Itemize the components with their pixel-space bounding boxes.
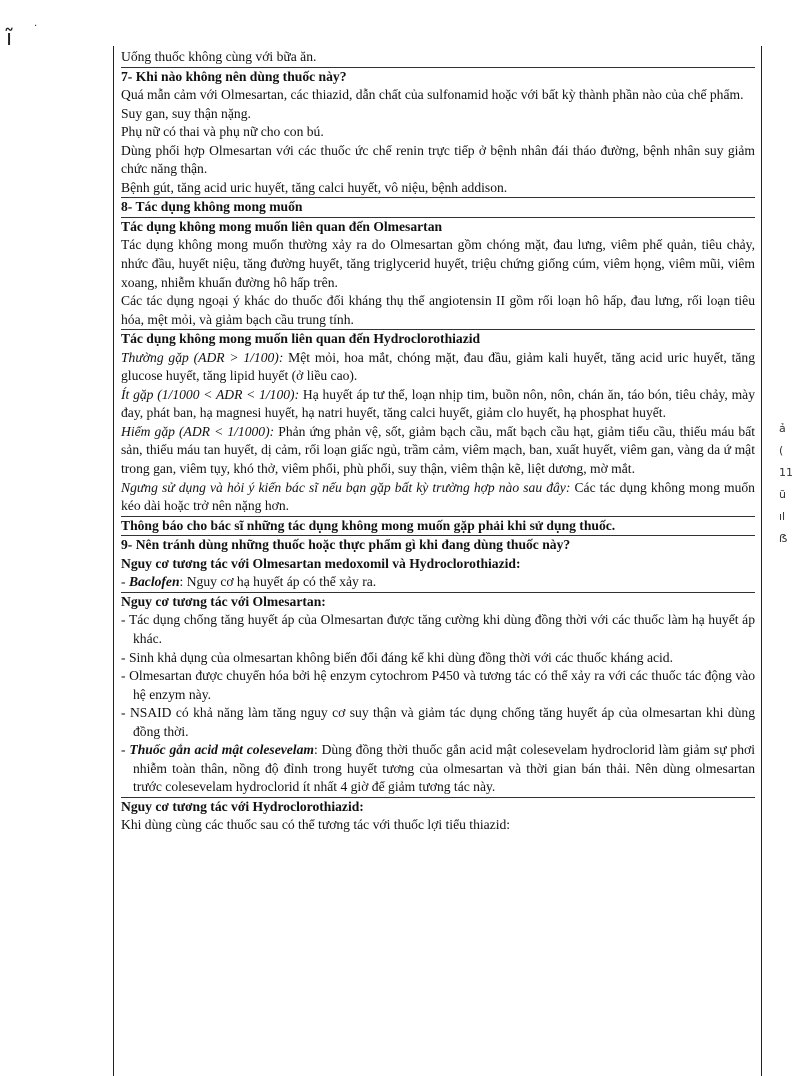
text-span: Mệt mỏi, hoa mắt, chóng mặt, đau đầu, giảm kali huyết, tăng acid uric huyết, tăng glucose huyết, tăng lipid huyết (ở liều cao). xyxy=(121,349,756,384)
bullet: - xyxy=(121,742,126,758)
drug-name: Thuốc gắn acid mật colesevelam xyxy=(129,742,314,758)
text-line: Suy gan, suy thận nặng. xyxy=(121,105,251,121)
stamp-char: ıl xyxy=(779,510,786,523)
subheading-thiazid-interactions: Nguy cơ tương tác với Hydroclorothiazid: xyxy=(121,798,364,814)
text-span: Olmesartan được chuyển hóa bởi hệ enzym cytochrom P450 và tương tác có thể xảy ra với các thuốc tác động vào hệ enzym này. xyxy=(129,668,755,702)
list-item xyxy=(121,649,755,668)
subheading-hydroclorothiazid: Tác dụng không mong muốn liên quan đến Hydroclorothiazid xyxy=(121,331,481,347)
list-item xyxy=(121,704,755,741)
text-line: Dùng phối hợp Olmesartan với các thuốc ức chế renin trực tiếp ở bệnh nhân đái tháo đường, bệnh nhân suy giảm chức năng thận. xyxy=(121,142,755,177)
text-span: Các tác dụng không mong muốn kéo dài hoặc trở nên nặng hơn. xyxy=(121,479,755,514)
frequency-label: Ít gặp (1/1000 < ADR < 1/100): xyxy=(121,386,300,402)
section-heading-7: 7- Khi nào không nên dùng thuốc này? xyxy=(121,68,347,84)
subheading-combined-interactions: Nguy cơ tương tác với Olmesartan medoxomil và Hydroclorothiazid: xyxy=(121,555,521,571)
bullet: - xyxy=(121,649,126,665)
side-stamp xyxy=(779,418,797,550)
text-line: Bệnh gút, tăng acid uric huyết, tăng calci huyết, vô niệu, bệnh addison. xyxy=(121,179,508,195)
text-span: Sinh khả dụng của olmesartan không biến đổi đáng kể khi dùng đồng thời với các thuốc kháng acid. xyxy=(128,649,673,665)
subheading-olmesartan-interactions: Nguy cơ tương tác với Olmesartan: xyxy=(121,593,326,609)
text-span: Tác dụng chống tăng huyết áp của Olmesartan được tăng cường khi dùng đồng thời với các thuốc làm hạ huyết áp khác. xyxy=(128,612,755,646)
drug-name: Baclofen xyxy=(128,574,180,590)
section-heading-8: 8- Tác dụng không mong muốn xyxy=(121,199,303,215)
bullet: - xyxy=(121,612,126,628)
text-line: Uống thuốc không cùng với bữa ăn. xyxy=(121,49,317,64)
text-line xyxy=(121,386,755,423)
text-span: : Dùng đồng thời thuốc gắn acid mật colesevelam hydroclorid làm giảm sự phơi nhiễm toàn thân, nồng độ đỉnh trong huyết tương của olmesartan và thời gian bán thải. Nên dùng olmesartan trước colesevelam hydroclorid ít nhất 4 giờ để giảm tương tác này. xyxy=(133,742,755,795)
stamp-char: 11 xyxy=(779,466,793,479)
list-item xyxy=(121,573,755,592)
text-line: Tác dụng không mong muốn thường xảy ra do Olmesartan gồm chóng mặt, đau lưng, viêm phế quản, tiêu chảy, nhức đầu, huyết niệu, tăng đường huyết, tăng triglycerid huyết, triệu chứng giống cúm, viêm họng, viêm mũi, viêm xoang, nhiễm khuẩn đường hô hấp trên. xyxy=(121,237,755,290)
text-line: Các tác dụng ngoại ý khác do thuốc đối kháng thụ thể angiotensin II gồm rối loạn hô hấp, đau lưng, rối loạn tiêu hóa, mệt mỏi, và giảm bạch cầu trung tính. xyxy=(121,293,755,327)
scan-dot: . xyxy=(34,18,38,29)
text-line xyxy=(121,479,755,516)
text-line: Phụ nữ có thai và phụ nữ cho con bú. xyxy=(121,124,324,140)
stamp-char: ũ xyxy=(779,488,786,501)
text-span: : Nguy cơ hạ huyết áp có thể xảy ra. xyxy=(179,574,377,590)
list-item xyxy=(121,741,755,797)
frequency-label: Thường gặp (ADR > 1/100): xyxy=(121,349,284,365)
bullet: - xyxy=(121,668,126,684)
text-span: NSAID có khả năng làm tăng nguy cơ suy thận và giảm tác dụng chống tăng huyết áp của olmesartan khi dùng đồng thời. xyxy=(129,705,755,739)
list-item xyxy=(121,611,755,648)
notice-line: Thông báo cho bác sĩ những tác dụng không mong muốn gặp phải khi sử dụng thuốc. xyxy=(121,517,616,533)
bullet: - xyxy=(121,705,126,721)
scan-mark: ĩ xyxy=(6,26,13,51)
subheading-olmesartan: Tác dụng không mong muốn liên quan đến Olmesartan xyxy=(121,218,443,234)
text-span: Hạ huyết áp tư thế, loạn nhịp tim, buồn nôn, nôn, chán ăn, táo bón, tiêu chảy, mày đay, phát ban, hạ magnesi huyết, hạ natri huyết, tăng calci huyết, giảm clo huyết, hạ phosphat huyết. xyxy=(121,386,755,421)
list-item xyxy=(121,667,755,704)
stamp-char: ả xyxy=(779,422,786,435)
text-line: Quá mẫn cảm với Olmesartan, các thiazid, dẫn chất của sulfonamid hoặc với bất kỳ thành phần nào của chế phẩm. xyxy=(121,87,744,103)
section-heading-9: 9- Nên tránh dùng những thuốc hoặc thực phẩm gì khi đang dùng thuốc này? xyxy=(121,537,571,553)
frequency-label: Hiếm gặp (ADR < 1/1000): xyxy=(121,423,275,439)
stamp-char: ẞ xyxy=(779,532,788,545)
warning-label: Ngưng sử dụng và hỏi ý kiến bác sĩ nếu bạn gặp bất kỳ trường hợp nào sau đây: xyxy=(121,479,571,495)
bullet: - xyxy=(121,574,126,590)
text-span: Phản ứng phản vệ, sốt, giảm bạch cầu, mất bạch cầu hạt, giảm tiểu cầu, thiếu máu bất sản, thiếu máu tan huyết, dị cảm, rối loạn giấc ngủ, trầm cảm, viêm mạch, ban, xuất huyết, viêm gan, vàng da ứ mật trong gan, viêm tụy, khó thở, viêm phổi, phù phổi, suy thận, viêm thận kẽ, liệt dương, mờ mắt. xyxy=(121,423,756,477)
leaflet-text xyxy=(121,48,755,835)
text-line xyxy=(121,349,755,386)
stamp-char: ( xyxy=(779,444,784,457)
text-line: Khi dùng cùng các thuốc sau có thể tương tác với thuốc lợi tiểu thiazid: xyxy=(121,817,511,833)
text-line xyxy=(121,423,755,479)
